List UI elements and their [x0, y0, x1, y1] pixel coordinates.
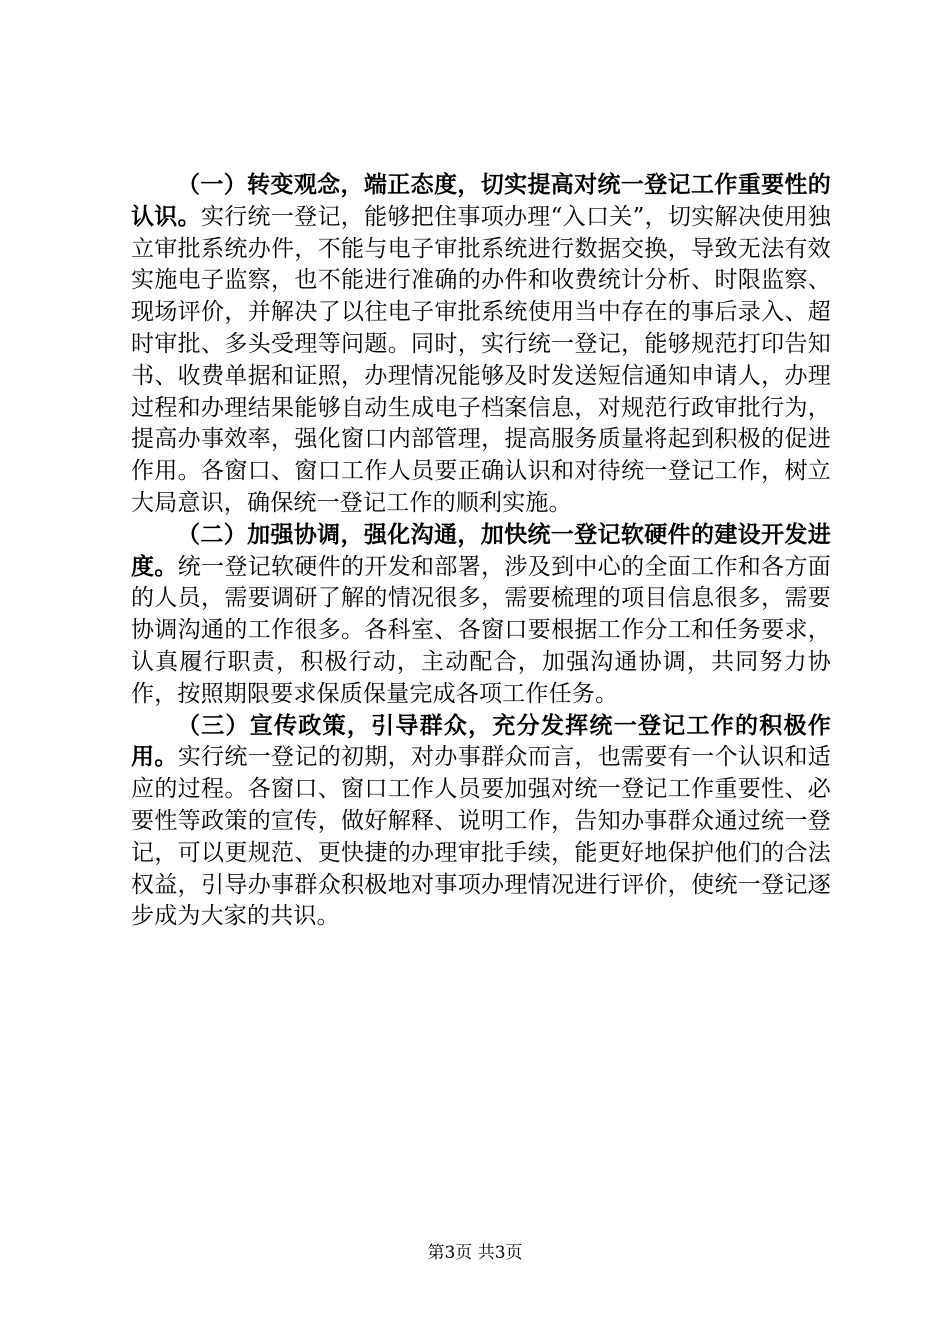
- paragraph-1: [131, 170, 831, 520]
- paragraph-1-heading: （一）转变观念，端正态度，切实提高对统一登记工作重要性的认识。: [131, 172, 831, 230]
- paragraph-3-text: 实行统一登记的初期，对办事群众而言，也需要有一个认识和适应的过程。各窗口、窗口工作人员要加强对统一登记工作重要性、必要性等政策的宣传，做好解释、说明工作，告知办事群众通过统一登记，可以更规范、更快捷的办理审批手续，能更好地保护他们的合法权益，引导办事群众积极地对事项办理情况进行评价，使统一登记逐步成为大家的共识。: [131, 744, 831, 930]
- document-body: [131, 170, 831, 933]
- paragraph-2: [131, 520, 831, 711]
- paragraph-2-text: 统一登记软硬件的开发和部署，涉及到中心的全面工作和各方面的人员，需要调研了解的情况很多，需要梳理的项目信息很多，需要协调沟通的工作很多。各科室、各窗口要根据工作分工和任务要求，认真履行职责，积极行动，主动配合，加强沟通协调，共同努力协作，按照期限要求保质保量完成各项工作任务。: [131, 553, 831, 707]
- paragraph-1-text: 实行统一登记，能够把住事项办理“入口关”，切实解决使用独立审批系统办件，不能与电子审批系统进行数据交换，导致无法有效实施电子监察，也不能进行准确的办件和收费统计分析、时限监察、现场评价，并解决了以往电子审批系统使用当中存在的事后录入、超时审批、多头受理等问题。同时，实行统一登记，能够规范打印告知书、收费单据和证照，办理情况能够及时发送短信通知申请人，办理过程和办理结果能够自动生成电子档案信息，对规范行政审批行为，提高办事效率，强化窗口内部管理，提高服务质量将起到积极的促进作用。各窗口、窗口工作人员要正确认识和对待统一登记工作，树立大局意识，确保统一登记工作的顺利实施。: [131, 203, 831, 516]
- paragraph-3-heading: （三）宣传政策，引导群众，充分发挥统一登记工作的积极作用。: [131, 712, 831, 771]
- page-footer: 第3页 共3页: [427, 1243, 523, 1263]
- paragraph-2-heading: （二）加强协调，强化沟通，加快统一登记软硬件的建设开发进度。: [131, 521, 831, 580]
- paragraph-3: [131, 711, 831, 934]
